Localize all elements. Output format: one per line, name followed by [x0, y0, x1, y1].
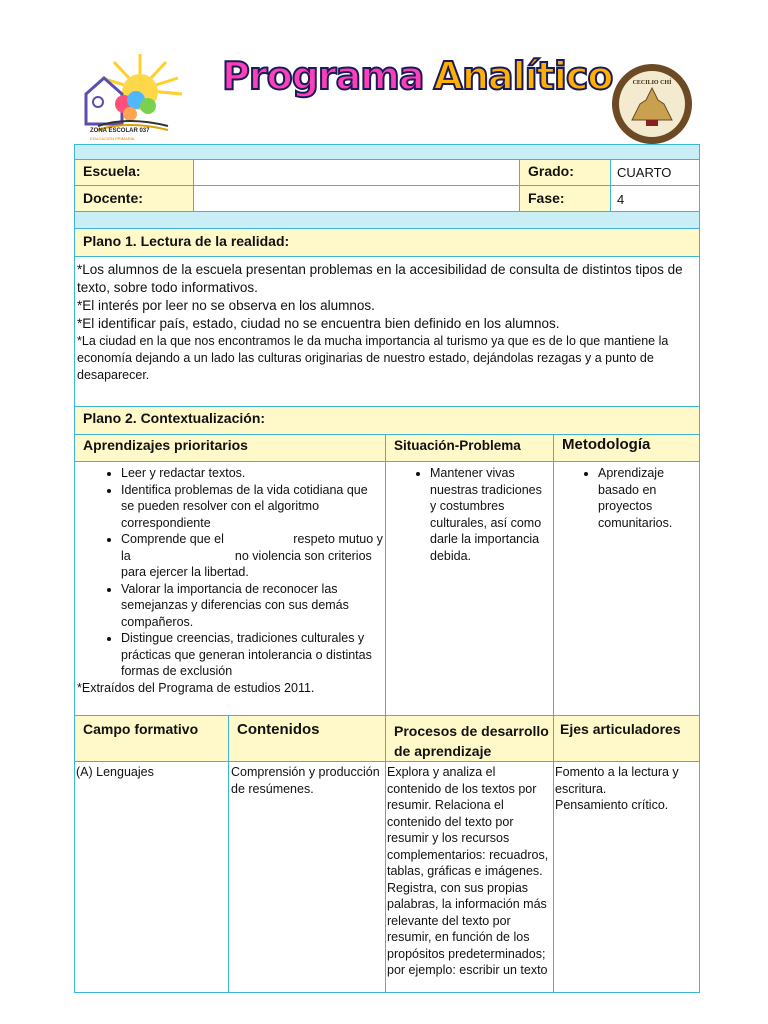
spacer-row-middle	[74, 211, 700, 229]
ejes-header: Ejes articuladores	[553, 715, 700, 762]
extraidos-note: *Extraídos del Programa de estudios 2011.	[77, 680, 315, 695]
zona-escolar-text: ZONA ESCOLAR 037	[90, 128, 150, 134]
aprendizaje-item: • Identifica problemas de la vida cotidiana que se pueden resolver con el algoritmo correspondiente	[121, 482, 383, 532]
campo-cell: (A) Lenguajes	[74, 761, 229, 993]
metodologia-header: Metodología	[553, 434, 700, 462]
ejes-cell	[553, 761, 700, 993]
campo-header: Campo formativo	[74, 715, 229, 762]
grado-value: CUARTO	[610, 159, 700, 186]
aprendizaje-item: • Valorar la importancia de reconocer las semejanzas y diferencias con sus demás compañeros.	[121, 581, 383, 631]
aprendizaje-item: • Comprende que el respeto mutuo y la no violencia son criterios para ejercer la libertad.	[121, 531, 383, 581]
plano1-content	[74, 256, 700, 407]
aprendizajes-cell	[74, 461, 386, 716]
plano1-line-1: *Los alumnos de la escuela presentan problemas en la accesibilidad de consulta de distintos tipos de texto, sobre todo informativos.	[77, 262, 683, 295]
aprendizaje-item: • Distingue creencias, tradiciones culturales y prácticas que generan intolerancia o distintas formas de exclusión	[121, 630, 383, 680]
procesos-header: Procesos de desarrollo de aprendizaje	[385, 715, 554, 762]
docente-value	[193, 185, 520, 212]
procesos-cell: Explora y analiza el contenido de los textos por resumir. Relaciona el contenido del texto por resumir y los recursos complementarios: recuadros, tablas, gráficas e imágenes. Registra, con sus propias palabras, la información más relevante del texto por resumir, en función de los propósitos predeterminados; por ejemplo: escribir un texto	[385, 761, 554, 993]
situacion-cell	[385, 461, 554, 716]
docente-label: Docente:	[74, 185, 194, 212]
title-word-analitico: Analítico	[433, 54, 613, 98]
cecilio-chi-seal	[610, 62, 694, 146]
aprendizajes-header: Aprendizajes prioritarios	[74, 434, 386, 462]
metodologia-cell	[553, 461, 700, 716]
escuela-label: Escuela:	[74, 159, 194, 186]
contenidos-header: Contenidos	[228, 715, 386, 762]
plano1-line-2: *El interés por leer no se observa en los alumnos.	[77, 298, 375, 313]
aprendizaje-item: • Leer y redactar textos.	[121, 465, 383, 482]
title-word-programa: Programa	[222, 54, 424, 98]
contenidos-cell: Comprensión y producción de resúmenes.	[228, 761, 386, 993]
fase-value: 4	[610, 185, 700, 212]
situacion-header: Situación-Problema	[385, 434, 554, 462]
page-title	[222, 54, 613, 98]
plano1-line-3: *El identificar país, estado, ciudad no se encuentra bien definido en los alumnos.	[77, 316, 560, 331]
metodologia-item: • Aprendizaje basado en proyectos comunitarios.	[598, 465, 697, 531]
educacion-primaria-text: EDUCACIÓN PRIMARIA	[90, 136, 135, 141]
spacer-row-top	[74, 144, 700, 160]
eje-item: Fomento a la lectura y escritura.	[555, 765, 679, 796]
plano1-line-4: *La ciudad en la que nos encontramos le da mucha importancia al turismo ya que es de lo que mantiene la economía dejando a un lado las culturas originarias de nuestro estado, dejándolas rezagas y a punto de desaparecer.	[77, 334, 669, 382]
plano1-title: Plano 1. Lectura de la realidad:	[74, 228, 700, 257]
cecilio-chi-seal-text: CECILIO CHÍ	[632, 80, 672, 86]
eje-item: Pensamiento crítico.	[555, 798, 669, 812]
document-header	[74, 44, 700, 144]
escuela-value	[193, 159, 520, 186]
grado-label: Grado:	[519, 159, 611, 186]
plano2-title: Plano 2. Contextualización:	[74, 406, 700, 435]
fase-label: Fase:	[519, 185, 611, 212]
situacion-item: • Mantener vivas nuestras tradiciones y costumbres culturales, así como darle la importancia debida.	[430, 465, 551, 564]
